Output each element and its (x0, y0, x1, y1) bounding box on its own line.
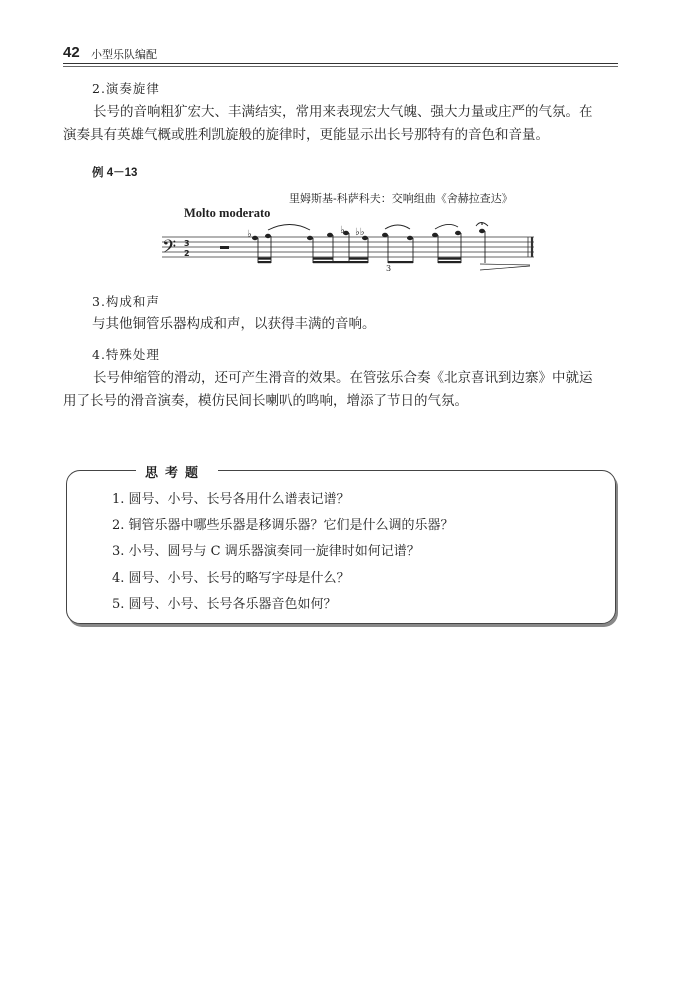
questions-box-title: 思考题 (145, 466, 206, 481)
header-rule-thin (63, 66, 618, 67)
question-item: 1. 圆号、小号、长号各用什么谱表记谱？ (112, 492, 350, 507)
section-2-line-2: 演奏具有英雄气概或胜利凯旋般的旋律时，更能显示出长号那特有的音色和音量。 (63, 127, 549, 143)
section-4-paragraph (63, 367, 619, 413)
svg-text:2: 2 (184, 249, 190, 258)
section-4-line-1: 长号伸缩管的滑动，还可产生滑音的效果。在管弦乐合奏《北京喜讯到边寨》中就运 (93, 370, 593, 386)
example-label: 例 4－13 (92, 167, 138, 179)
tempo-marking: Molto moderato (184, 206, 271, 220)
svg-text:♭: ♭ (340, 225, 345, 236)
question-item: 5. 圆号、小号、长号各乐器音色如何？ (112, 597, 337, 612)
example-composer-caption: 里姆斯基-科萨科夫：交响组曲《舍赫拉查达》 (289, 192, 513, 205)
svg-text:𝄢: 𝄢 (162, 237, 177, 262)
page-number: 42 (63, 44, 80, 61)
svg-text:3: 3 (184, 239, 190, 248)
svg-text:3: 3 (386, 264, 392, 273)
header-rule (63, 63, 618, 64)
running-header-title: 小型乐队编配 (91, 48, 157, 61)
question-item: 3. 小号、圆号与 C 调乐器演奏同一旋律时如何记谱？ (112, 544, 420, 559)
section-2-paragraph (63, 101, 619, 147)
section-heading-4: 4.特殊处理 (92, 347, 160, 362)
section-heading-2: 2.演奏旋律 (92, 81, 160, 96)
section-heading-3: 3.构成和声 (92, 294, 160, 309)
section-4-line-2: 用了长号的滑音演奏，模仿民间长喇叭的鸣响，增添了节日的气氛。 (63, 393, 468, 409)
music-score-excerpt (150, 215, 550, 275)
question-item: 4. 圆号、小号、长号的略写字母是什么？ (112, 571, 350, 586)
section-2-line-1: 长号的音响粗犷宏大、丰满结实，常用来表现宏大气魄、强大力量或庄严的气氛。在 (93, 104, 593, 120)
svg-text:♭: ♭ (247, 229, 252, 240)
question-item: 2. 铜管乐器中哪些乐器是移调乐器？它们是什么调的乐器？ (112, 518, 454, 533)
section-3-paragraph: 与其他铜管乐器构成和声，以获得丰满的音响。 (92, 316, 376, 332)
svg-text:♭♭: ♭♭ (355, 227, 365, 238)
